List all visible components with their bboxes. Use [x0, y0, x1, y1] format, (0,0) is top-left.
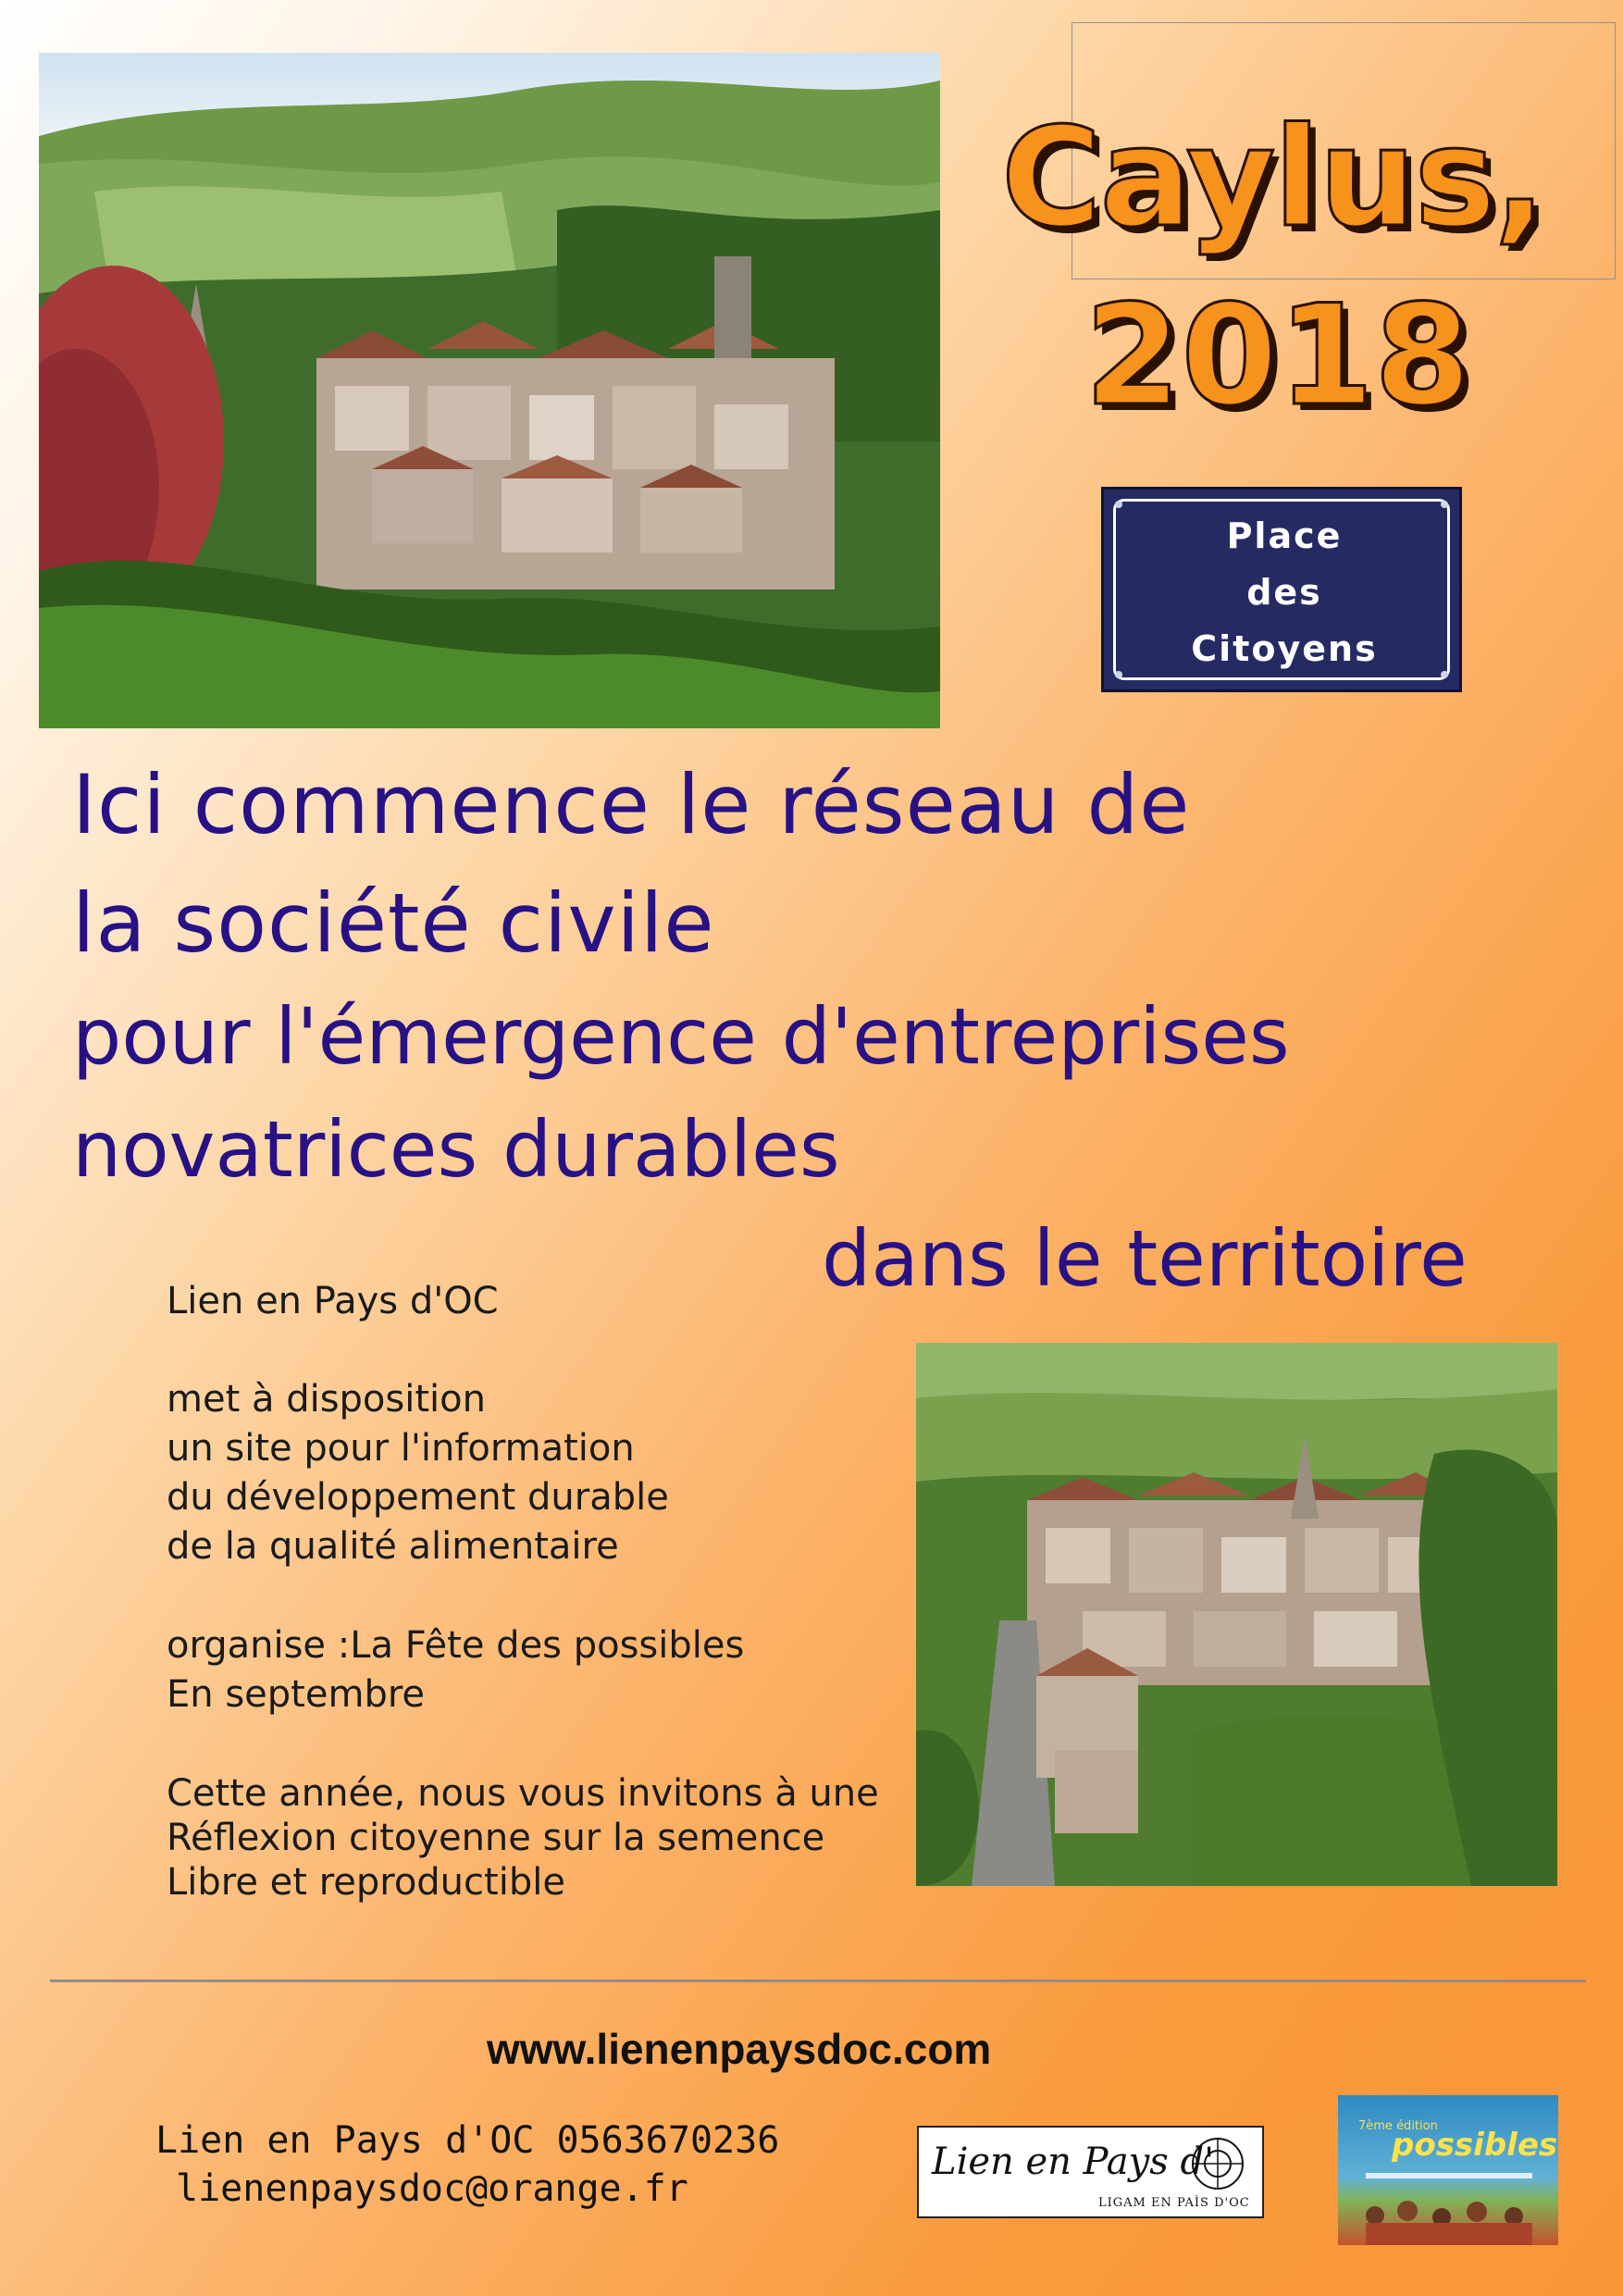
- sign-screw-icon: [1115, 671, 1122, 678]
- offer-line: de la qualité alimentaire: [167, 1525, 619, 1568]
- lien-en-pays-doc-logo: [917, 2126, 1264, 2218]
- event-line: organise :La Fête des possibles: [167, 1624, 745, 1667]
- invite-line: Libre et reproductible: [167, 1861, 565, 1904]
- logo-text: Lien en Pays d': [932, 2141, 1215, 2183]
- logo2-title: possibles: [1392, 2127, 1558, 2164]
- website-link[interactable]: www.lienenpaysdoc.com: [487, 2025, 992, 2073]
- crowd-illustration-icon: [1338, 2095, 1558, 2245]
- village-photo-bottom: [916, 1343, 1557, 1886]
- offer-line: du développement durable: [167, 1476, 669, 1519]
- logo2-edition: 7ème édition: [1358, 2119, 1438, 2133]
- headline-line-1: Ici commence le réseau de: [72, 757, 1191, 852]
- sign-screw-icon: [1115, 501, 1122, 508]
- occitan-cross-icon: [1185, 2135, 1250, 2192]
- sign-line: Citoyens: [1191, 628, 1378, 669]
- street-sign: [1101, 487, 1462, 692]
- offer-line: met à disposition: [167, 1378, 486, 1421]
- sign-screw-icon: [1441, 671, 1448, 678]
- headline-line-2: la société civile: [72, 875, 715, 971]
- title-year: 2018: [1084, 276, 1471, 437]
- village-photo-top: [39, 53, 940, 728]
- footer-divider: [50, 1980, 1586, 1982]
- contact-email[interactable]: lienenpaysdoc@orange.fr: [176, 2167, 688, 2210]
- logo-subtitle: LIGAM EN PAÌS D'OC: [1098, 2196, 1250, 2210]
- headline-line-3: pour l'émergence d'entreprises: [72, 991, 1290, 1082]
- sign-line: des: [1246, 572, 1322, 613]
- event-line: En septembre: [167, 1673, 426, 1716]
- invite-line: Réflexion citoyenne sur la semence: [167, 1817, 825, 1859]
- sign-line: Place: [1226, 515, 1343, 556]
- offer-line: un site pour l'information: [167, 1427, 635, 1470]
- headline-line-4: novatrices durables: [72, 1104, 840, 1195]
- title-city: Caylus,: [1001, 98, 1544, 257]
- headline-line-5: dans le territoire: [822, 1213, 1468, 1304]
- fete-des-possibles-logo: [1338, 2095, 1558, 2245]
- sign-screw-icon: [1441, 501, 1448, 508]
- contact-phone-line: Lien en Pays d'OC 0563670236: [155, 2119, 780, 2162]
- invite-line: Cette année, nous vous invitons à une: [167, 1772, 879, 1815]
- org-name: Lien en Pays d'OC: [167, 1280, 499, 1322]
